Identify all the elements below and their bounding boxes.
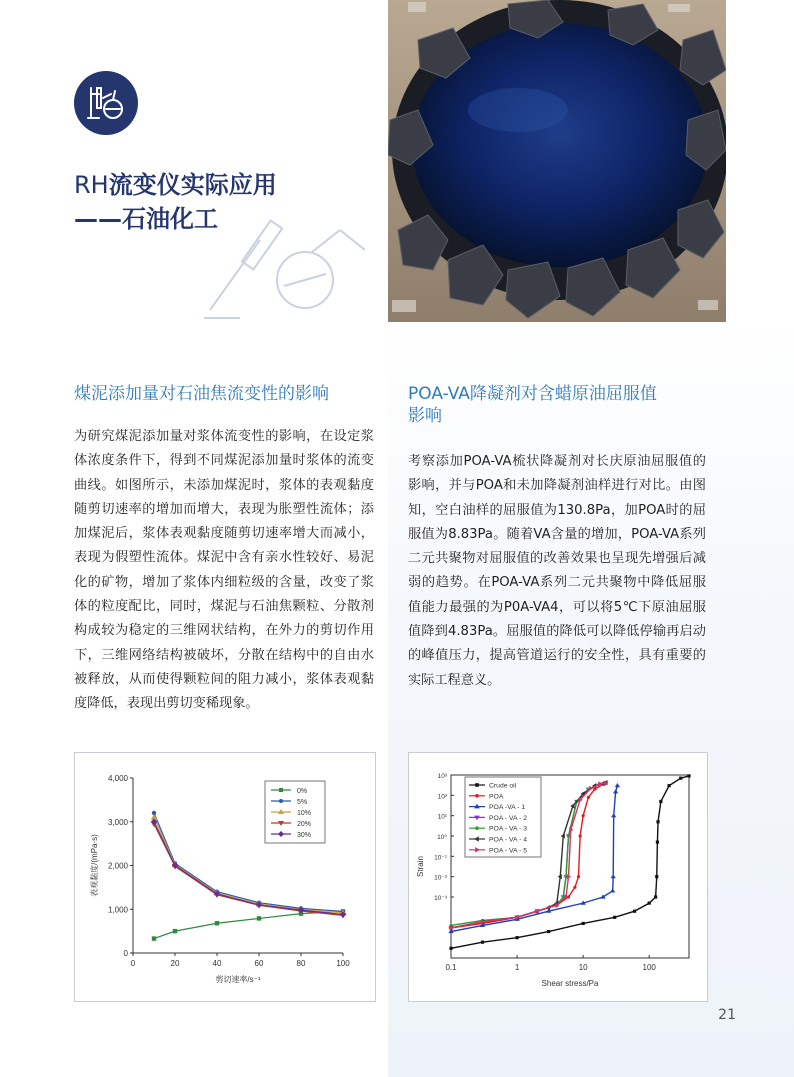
y-tick-label: 10⁻² (434, 874, 447, 882)
legend-entry: POA -VA - 1 (489, 804, 526, 812)
data-point (257, 916, 261, 920)
y-tick-label: 10¹ (437, 813, 447, 821)
viscosity-chart (75, 753, 375, 1001)
data-point (515, 936, 518, 939)
x-tick-label: 10 (578, 963, 588, 972)
x-tick-label: 0.1 (445, 963, 457, 972)
data-point (613, 916, 616, 919)
data-point (615, 783, 620, 787)
left-section-heading: 煤泥添加量对石油焦流变性的影响 (74, 384, 329, 404)
right-heading-line1: POA-VA降凝剂对含蜡原油屈服值 (408, 384, 657, 404)
strain-chart-frame (408, 752, 708, 1002)
legend-entry: 30% (297, 832, 312, 839)
data-point (611, 813, 616, 817)
data-point (547, 930, 550, 933)
data-point (648, 902, 651, 905)
x-tick-label: 20 (170, 959, 180, 968)
x-tick-label: 100 (336, 959, 350, 968)
legend-entry: 5% (297, 799, 308, 806)
y-tick-label: 10⁻³ (434, 895, 447, 902)
y-tick-label: 10⁰ (437, 834, 447, 841)
x-tick-label: 80 (296, 959, 306, 968)
flask-watermark-icon (200, 200, 370, 330)
right-section-heading (408, 383, 708, 427)
data-point (582, 922, 585, 925)
flask-icon (85, 82, 127, 124)
data-point (587, 796, 590, 799)
data-point (481, 941, 484, 944)
legend-marker (475, 826, 479, 830)
legend-entry: Crude oil (489, 782, 517, 790)
x-tick-label: 1 (514, 963, 520, 972)
y-tick-label: 0 (123, 949, 128, 958)
data-point (613, 789, 618, 793)
legend-entry: POA (489, 793, 504, 801)
x-axis-label: Shear stress/Pa (541, 979, 599, 988)
data-point (573, 886, 576, 889)
data-point (679, 777, 682, 780)
legend-entry: POA - VA - 2 (489, 814, 528, 822)
y-tick-label: 1,000 (107, 905, 128, 915)
legend-entry: 0% (297, 788, 308, 795)
data-point (656, 820, 659, 823)
data-point (173, 929, 177, 933)
data-point (611, 874, 616, 878)
x-tick-label: 0 (130, 959, 136, 968)
y-tick-label: 10² (437, 793, 447, 801)
title-latin: RH (74, 171, 109, 199)
left-section-body: 为研究煤泥添加量对浆体流变性的影响，在设定浆体浓度条件下，得到不同煤泥添加量时浆体的流变曲线。如图所示，未添加煤泥时，浆体的表观黏度随剪切速率的增加而增大，表现为胀塑性流体；添加煤泥后，浆体表观黏度随剪切速率增大而减小，表现为假塑性流体。煤泥中含有亲水性较好、易泥化的矿物，增加了浆体内细粒级的含量，改变了浆体的粒度配比，同时，煤泥与石油焦颗粒、分散剂构成较为稳定的三维网状结构，在外力的剪切作用下，三维网络结构被破坏，分散在结构中的自由水被释放，从而使得颗粒间的阻力减小，浆体表观黏度降低，表现出剪切变稀现象。 (74, 429, 374, 712)
data-point (654, 895, 657, 898)
viscosity-chart-frame (74, 752, 376, 1002)
x-axis-label: 剪切速率/s⁻¹ (215, 975, 261, 984)
data-point (215, 921, 219, 925)
legend-entry: 10% (297, 810, 312, 817)
legend-marker (475, 783, 479, 787)
y-tick-label: 3,000 (107, 817, 128, 827)
data-point (656, 841, 659, 844)
lab-flask-badge (74, 71, 138, 135)
legend-marker (279, 799, 283, 803)
y-axis-label: Strain (416, 856, 425, 877)
data-point (567, 834, 570, 837)
legend-entry: POA - VA - 4 (489, 836, 528, 844)
data-point (668, 784, 671, 787)
title-subtitle: ——石油化工 (74, 205, 218, 233)
y-tick-label: 10³ (437, 773, 447, 780)
title-chinese: 流变仪实际应用 (108, 171, 277, 199)
x-tick-label: 60 (254, 959, 264, 968)
data-point (687, 774, 690, 777)
data-point (593, 788, 596, 791)
oil-pit-photo (388, 0, 726, 322)
legend-entry: 20% (297, 821, 312, 828)
y-tick-label: 4,000 (107, 774, 128, 783)
data-point (633, 910, 636, 913)
data-point (579, 834, 582, 837)
page-number: 21 (718, 1007, 736, 1023)
data-point (655, 875, 658, 878)
data-point (582, 814, 585, 817)
right-section-body: 考察添加POA-VA梳状降凝剂对长庆原油屈服值的影响，并与POA和未加降凝剂油样进行对比。由图知，空白油样的屈服值为130.8Pa，加POA时的屈服值为8.83Pa。随着VA含量的增加，POA-VA系列二元共聚物对屈服值的改善效果也呈现先增强后减弱的趋势。在POA-VA系列二元共聚物中降低屈服值能力最强的为P0A-VA4，可以将5℃下原油屈服值降到4.83Pa。屈服值的降低可以降低停输再启动的峰值压力，提高管道运行的安全性，具有重要的实际工程意义。 (408, 454, 706, 688)
data-point (659, 800, 662, 803)
legend-marker (475, 794, 479, 798)
legend-entry: POA - VA - 5 (489, 847, 528, 855)
y-tick-label: 10⁻¹ (434, 854, 447, 862)
right-heading-line2: 影响 (408, 406, 442, 426)
legend-marker (279, 788, 283, 792)
x-tick-label: 100 (642, 963, 656, 972)
legend-entry: POA - VA - 3 (489, 825, 528, 833)
y-tick-label: 2,000 (107, 861, 128, 871)
data-point (449, 947, 452, 950)
y-axis-label: 表观黏度/(mPa·s) (90, 834, 99, 897)
data-point (577, 875, 580, 878)
series-line (154, 911, 343, 938)
strain-chart (409, 753, 707, 1001)
data-point (152, 936, 156, 940)
data-point (610, 888, 615, 892)
x-tick-label: 40 (212, 959, 222, 968)
